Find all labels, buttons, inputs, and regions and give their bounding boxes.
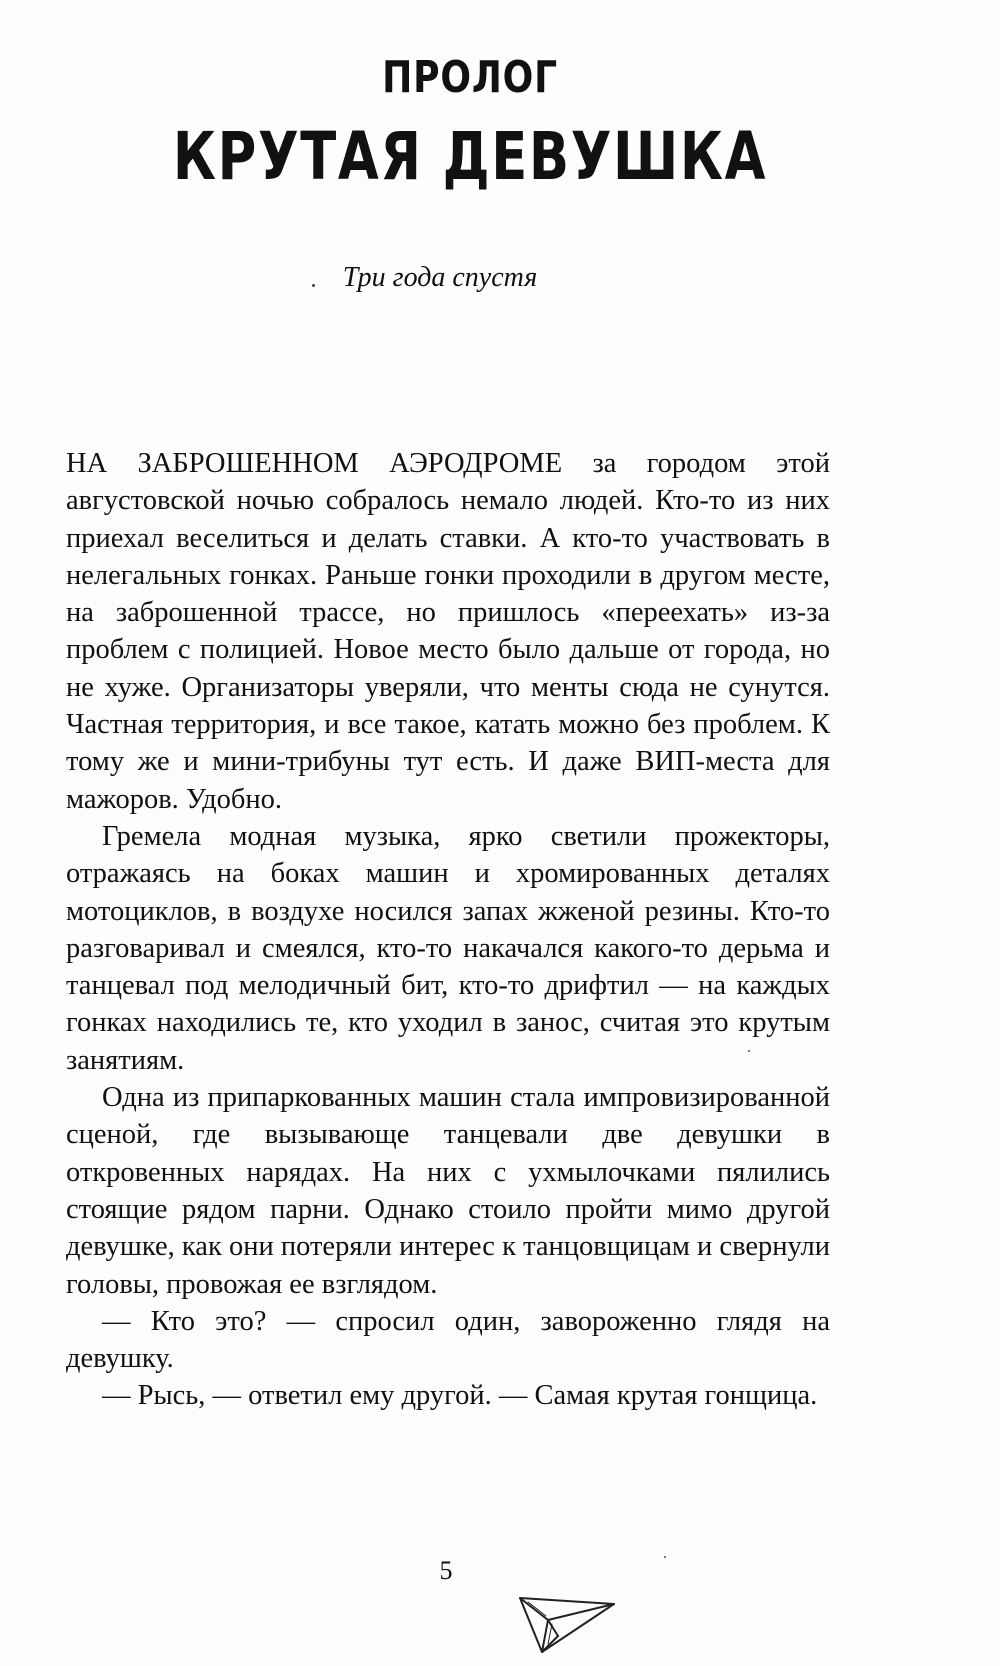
paragraph-4: — Кто это? — спросил один, завороженно глядя на девушку. xyxy=(66,1305,830,1375)
chapter-title: КРУТАЯ ДЕВУШКА xyxy=(172,118,768,195)
chapter-label: ПРОЛОГ xyxy=(382,52,558,103)
body-text xyxy=(66,445,830,1415)
paragraph-2: Гремела модная музыка, ярко светили прожекторы, отражаясь на боках машин и хромированных деталях мотоциклов, в воздухе носился запах жженой резины. Кто-то разговаривал и смеялся, кто-то накачался какого-то дерьма и танцевал под мелодичный бит, кто-то дрифтил — на каждых гонках находились те, кто уходил в занос, считая это крутым занятиям. xyxy=(66,820,830,1076)
epigraph: Три года спустя xyxy=(342,262,538,293)
paragraph-1: НА ЗАБРОШЕННОМ АЭРОДРОМЕ за городом этой августовской ночью собралось немало людей. Кто-то из них приехал веселиться и делать ставки. А кто-то участвовать в нелегальных гонках. Раньше гонки проходили в другом месте, на заброшенной трассе, но пришлось «переехать» из-за проблем с полицией. Новое место было дальше от города, но не хуже. Организаторы уверяли, что менты сюда не сунутся. Частная территория, и все такое, катать можно без проблем. К тому же и мини-трибуны тут есть. И даже ВИП-места для мажоров. Удобно. xyxy=(66,448,830,815)
print-speck xyxy=(748,1050,750,1052)
paragraph-5: — Рысь, — ответил ему другой. — Самая крутая гонщица. xyxy=(102,1380,818,1412)
print-speck xyxy=(664,1556,666,1558)
page-number: 5 xyxy=(439,1556,453,1585)
paper-plane-icon xyxy=(518,1590,618,1660)
paragraph-3: Одна из припаркованных машин стала импровизированной сценой, где вызывающе танцевали две девушки в откровенных нарядах. На них с ухмылочками пялились стоящие рядом парни. Однако стоило пройти мимо другой девушке, как они потеряли интерес к танцовщицам и свернули головы, провожая ее взглядом. xyxy=(66,1082,830,1300)
